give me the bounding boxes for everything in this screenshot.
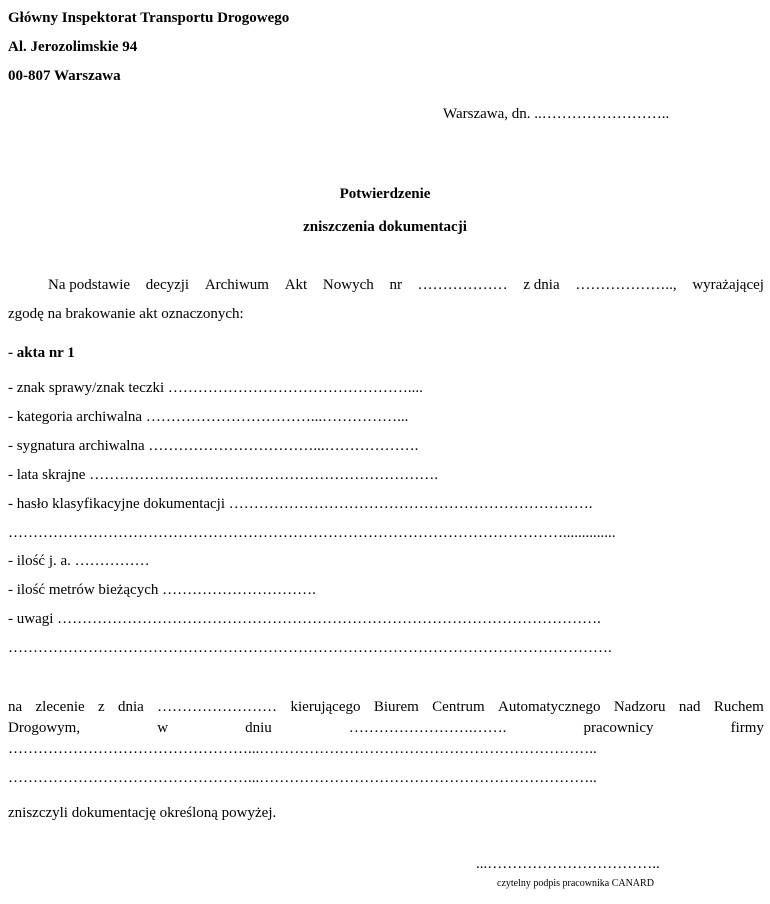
- order-word: dniu: [245, 720, 272, 736]
- field-archive-signature: - sygnatura archiwalna ……………………………...……………….: [8, 438, 419, 454]
- order-word: na: [8, 699, 23, 715]
- field-classification-continued: …………………………………………………………………………………………………..............: [8, 525, 616, 541]
- order-word: Nadzoru: [613, 699, 666, 715]
- order-word: Drogowym,: [8, 720, 81, 736]
- field-unit-count: - ilość j. a. ……………: [8, 553, 150, 569]
- intro-word: ………………..,: [575, 277, 677, 293]
- order-word: zlecenie: [35, 699, 85, 715]
- intro-line-2: zgodę na brakowanie akt oznaczonych:: [8, 306, 244, 322]
- field-running-meters: - ilość metrów bieżących ………………………….: [8, 582, 316, 598]
- closing-statement: zniszczyli dokumentację określoną powyżej.: [8, 805, 277, 821]
- intro-word: z dnia: [523, 277, 560, 293]
- field-classification: - hasło klasyfikacyjne dokumentacji ……………………………………………………………….: [8, 496, 593, 512]
- intro-line-1: [48, 276, 764, 294]
- title-line-1: Potwierdzenie: [339, 186, 431, 202]
- field-archive-category: - kategoria archiwalna ……………………………...……………...: [8, 409, 409, 425]
- intro-word: nr: [389, 277, 402, 293]
- order-word: ……………………: [157, 699, 278, 715]
- order-word: kierującego: [290, 699, 361, 715]
- signature-caption: czytelny podpis pracownika CANARD: [497, 878, 654, 889]
- header-street: Al. Jerozolimskie 94: [8, 39, 138, 55]
- order-word: nad: [678, 699, 701, 715]
- intro-word: ………………: [417, 277, 508, 293]
- order-word: …………………….…….: [348, 720, 507, 736]
- akta-heading: - akta nr 1: [8, 345, 75, 361]
- intro-word: wyrażającej: [692, 277, 764, 293]
- title-line-2: zniszczenia dokumentacji: [303, 219, 467, 235]
- date-line: Warszawa, dn. ..……………………..: [443, 106, 670, 122]
- order-word: Centrum: [432, 699, 485, 715]
- order-word: Biurem: [373, 699, 419, 715]
- field-date-range: - lata skrajne …………………………………………………………….: [8, 467, 438, 483]
- order-word: dnia: [118, 699, 144, 715]
- order-word: pracownicy: [583, 720, 654, 736]
- header-city: 00-807 Warszawa: [8, 68, 121, 84]
- field-remarks-continued: ………………………………………………………………………………………………………….: [8, 640, 612, 656]
- order-line-2: [8, 719, 764, 737]
- order-line-3: …………………………………………...…………………………………………………………..: [8, 741, 597, 757]
- field-case-number: - znak sprawy/znak teczki …………………………………………....: [8, 380, 423, 396]
- intro-word: Archiwum: [204, 277, 269, 293]
- intro-word: decyzji: [145, 277, 190, 293]
- intro-word: Nowych: [322, 277, 374, 293]
- intro-word: Na podstawie: [48, 277, 131, 293]
- order-word: Automatycznego: [498, 699, 601, 715]
- order-word: z: [97, 699, 105, 715]
- order-word: firmy: [730, 720, 764, 736]
- signature-line: ...……………………………..: [476, 856, 660, 872]
- intro-word: Akt: [284, 277, 308, 293]
- field-remarks: - uwagi ……………………………………………………………………………………………….: [8, 611, 601, 627]
- order-line-4: …………………………………………...…………………………………………………………..: [8, 770, 597, 786]
- order-word: Ruchem: [713, 699, 764, 715]
- order-word: w: [157, 720, 169, 736]
- order-line-1: [8, 698, 764, 716]
- header-org-name: Główny Inspektorat Transportu Drogowego: [8, 10, 290, 26]
